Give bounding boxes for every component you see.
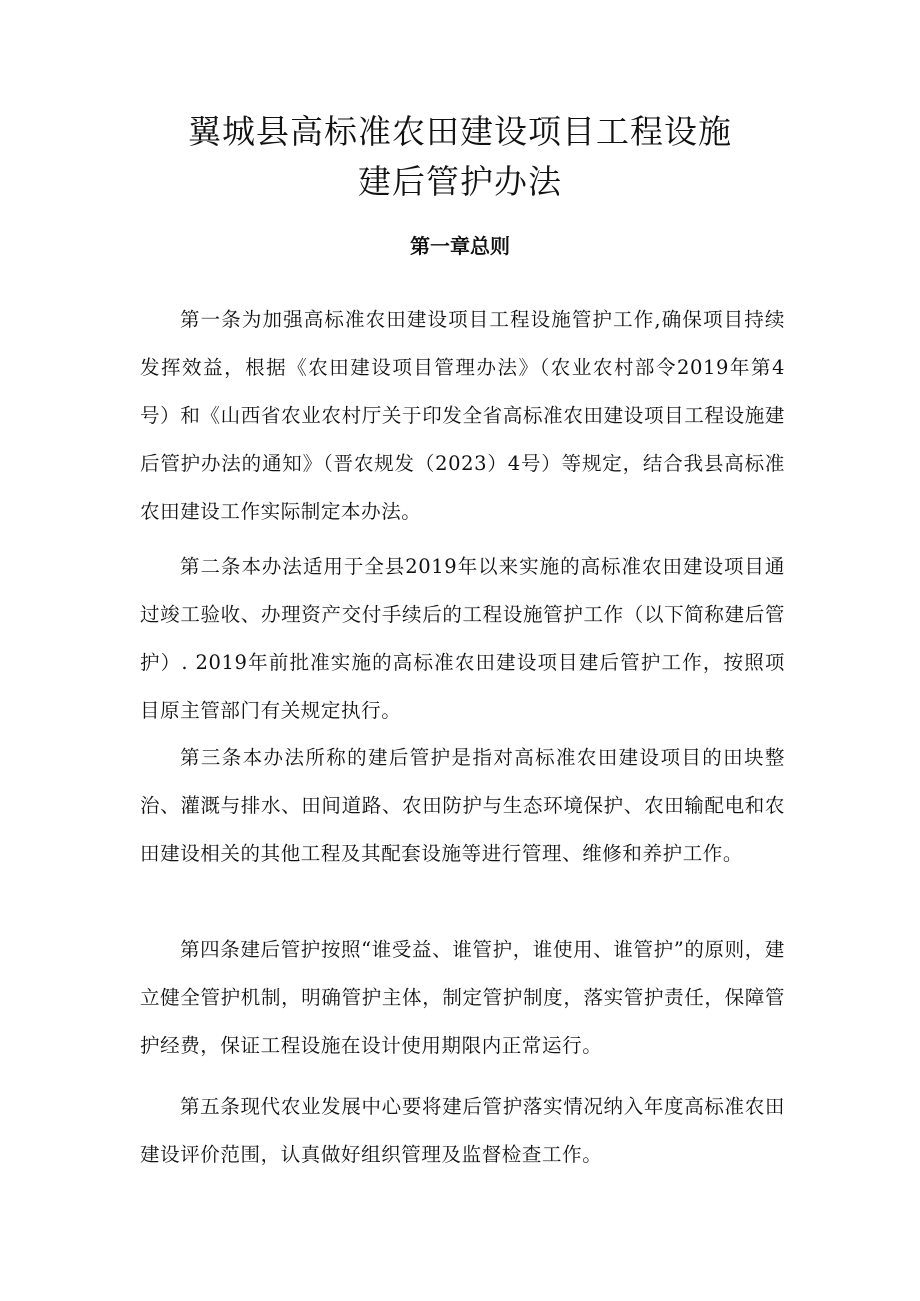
article-3: 第三条本办法所称的建后管护是指对高标准农田建设项目的田块整治、灌溉与排水、田间道路、农田防护与生态环境保护、农田输配电和农田建设相关的其他工程及其配套设施等进行管理、维修和养护工作。 <box>140 746 785 865</box>
chapter-heading: 第一章总则 <box>410 234 510 258</box>
document-title-line-1: 翼城县高标准农田建设项目工程设施 <box>188 112 732 151</box>
article-5: 第五条现代农业发展中心要将建后管护落实情况纳入年度高标准农田建设评价范围，认真做好组织管理及监督检查工作。 <box>140 1095 785 1166</box>
document-title-line-2: 建后管护办法 <box>358 162 562 201</box>
article-2: 第二条本办法适用于全县2019年以来实施的高标准农田建设项目通过竣工验收、办理资产交付手续后的工程设施管护工作（以下简称建后管护）. 2019年前批准实施的高标准农田建设项目建后管护工作，按照项目原主管部门有关规定执行。 <box>140 555 785 722</box>
article-1: 第一条为加强高标准农田建设项目工程设施管护工作,确保项目持续发挥效益，根据《农田建设项目管理办法》（农业农村部令2019年第4号）和《山西省农业农村厅关于印发全省高标准农田建设项目工程设施建后管护办法的通知》（晋农规发（2023）4号）等规定，结合我县高标准农田建设工作实际制定本办法。 <box>140 308 785 523</box>
article-4: 第四条建后管护按照“谁受益、谁管护，谁使用、谁管护”的原则，建立健全管护机制，明确管护主体，制定管护制度，落实管护责任，保障管护经费，保证工程设施在设计使用期限内正常运行。 <box>140 938 785 1057</box>
